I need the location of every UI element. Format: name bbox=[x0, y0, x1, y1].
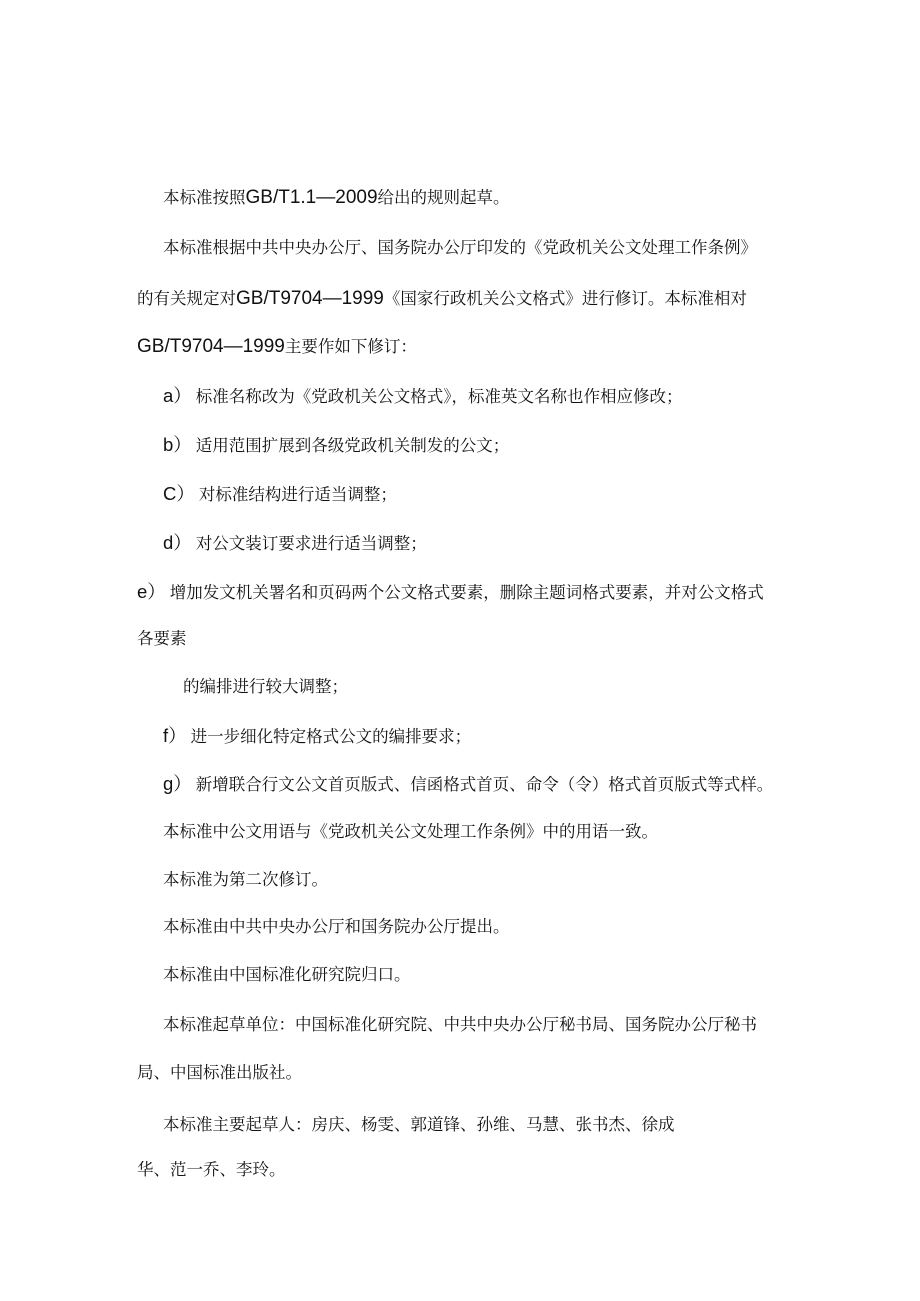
list-item-c bbox=[163, 482, 397, 507]
paragraph-proposer bbox=[163, 915, 510, 939]
text: 《国家行政机关公文格式》进行修订。本标准相对 bbox=[383, 289, 747, 308]
paragraph-drafters-line-1 bbox=[163, 1113, 675, 1137]
text: 各要素 bbox=[137, 629, 187, 648]
text: 局、中国标准出版社。 bbox=[137, 1063, 302, 1082]
text: 对标准结构进行适当调整； bbox=[198, 485, 397, 504]
text: 本标准为第二次修订。 bbox=[163, 870, 328, 889]
list-marker: d） bbox=[163, 532, 192, 553]
standard-code: GB/T9704—1999 bbox=[236, 288, 384, 309]
text: 主要作如下修订： bbox=[284, 337, 417, 356]
text: 适用范围扩展到各级党政机关制发的公文； bbox=[195, 436, 510, 455]
text: 对公文装订要求进行适当调整； bbox=[195, 534, 427, 553]
paragraph-drafters-line-2 bbox=[137, 1158, 286, 1182]
list-item-a bbox=[163, 384, 683, 409]
list-item-e-line-3 bbox=[183, 675, 348, 699]
list-item-e-line-2 bbox=[137, 627, 187, 651]
standard-code: GB/T1.1—2009 bbox=[245, 187, 378, 208]
text: 华、范一乔、李玲。 bbox=[137, 1160, 286, 1179]
list-marker: a） bbox=[163, 385, 192, 406]
text: 增加发文机关署名和页码两个公文格式要素，删除主题词格式要素，并对公文格式 bbox=[169, 583, 764, 602]
list-marker: e） bbox=[137, 581, 166, 602]
text: 进一步细化特定格式公文的编排要求； bbox=[190, 727, 472, 746]
text: 本标准中公文用语与《党政机关公文处理工作条例》中的用语一致。 bbox=[163, 822, 658, 841]
list-item-g bbox=[163, 772, 773, 797]
paragraph-revision-count bbox=[163, 868, 328, 892]
text: 本标准主要起草人：房庆、杨雯、郭道锋、孙维、马慧、张书杰、徐成 bbox=[163, 1115, 675, 1134]
paragraph-terminology bbox=[163, 820, 658, 844]
text: 本标准由中共中央办公厅和国务院办公厅提出。 bbox=[163, 917, 510, 936]
text: 给出的规则起草。 bbox=[377, 188, 510, 207]
list-marker: C） bbox=[163, 483, 195, 504]
text: 本标准由中国标准化研究院归口。 bbox=[163, 965, 411, 984]
list-marker: g） bbox=[163, 773, 192, 794]
text: 新增联合行文公文首页版式、信函格式首页、命令（令）格式首页版式等式样。 bbox=[195, 775, 774, 794]
paragraph-revision-line-2 bbox=[137, 287, 747, 311]
paragraph-revision-line-3 bbox=[137, 335, 417, 359]
paragraph-drafting-units-line-1 bbox=[163, 1013, 757, 1037]
list-item-d bbox=[163, 531, 427, 556]
text: 本标准按照 bbox=[163, 188, 246, 207]
text: 标准名称改为《党政机关公文格式》，标准英文名称也作相应修改； bbox=[195, 387, 683, 406]
text: 的有关规定对 bbox=[137, 289, 236, 308]
standard-code: GB/T9704—1999 bbox=[137, 336, 285, 357]
list-item-e-line-1 bbox=[137, 580, 764, 605]
text: 的编排进行较大调整； bbox=[183, 677, 348, 696]
list-item-b bbox=[163, 433, 509, 458]
list-item-f bbox=[163, 724, 471, 749]
paragraph-drafting-units-line-2 bbox=[137, 1061, 302, 1085]
paragraph-revision-line-1 bbox=[163, 236, 757, 260]
list-marker: b） bbox=[163, 434, 192, 455]
list-marker: f） bbox=[163, 725, 187, 746]
text: 本标准起草单位：中国标准化研究院、中共中央办公厅秘书局、国务院办公厅秘书 bbox=[163, 1015, 757, 1034]
paragraph-drafting-rules bbox=[163, 186, 510, 210]
paragraph-centralized bbox=[163, 963, 411, 987]
text: 本标准根据中共中央办公厅、国务院办公厅印发的《党政机关公文处理工作条例》 bbox=[163, 238, 757, 257]
